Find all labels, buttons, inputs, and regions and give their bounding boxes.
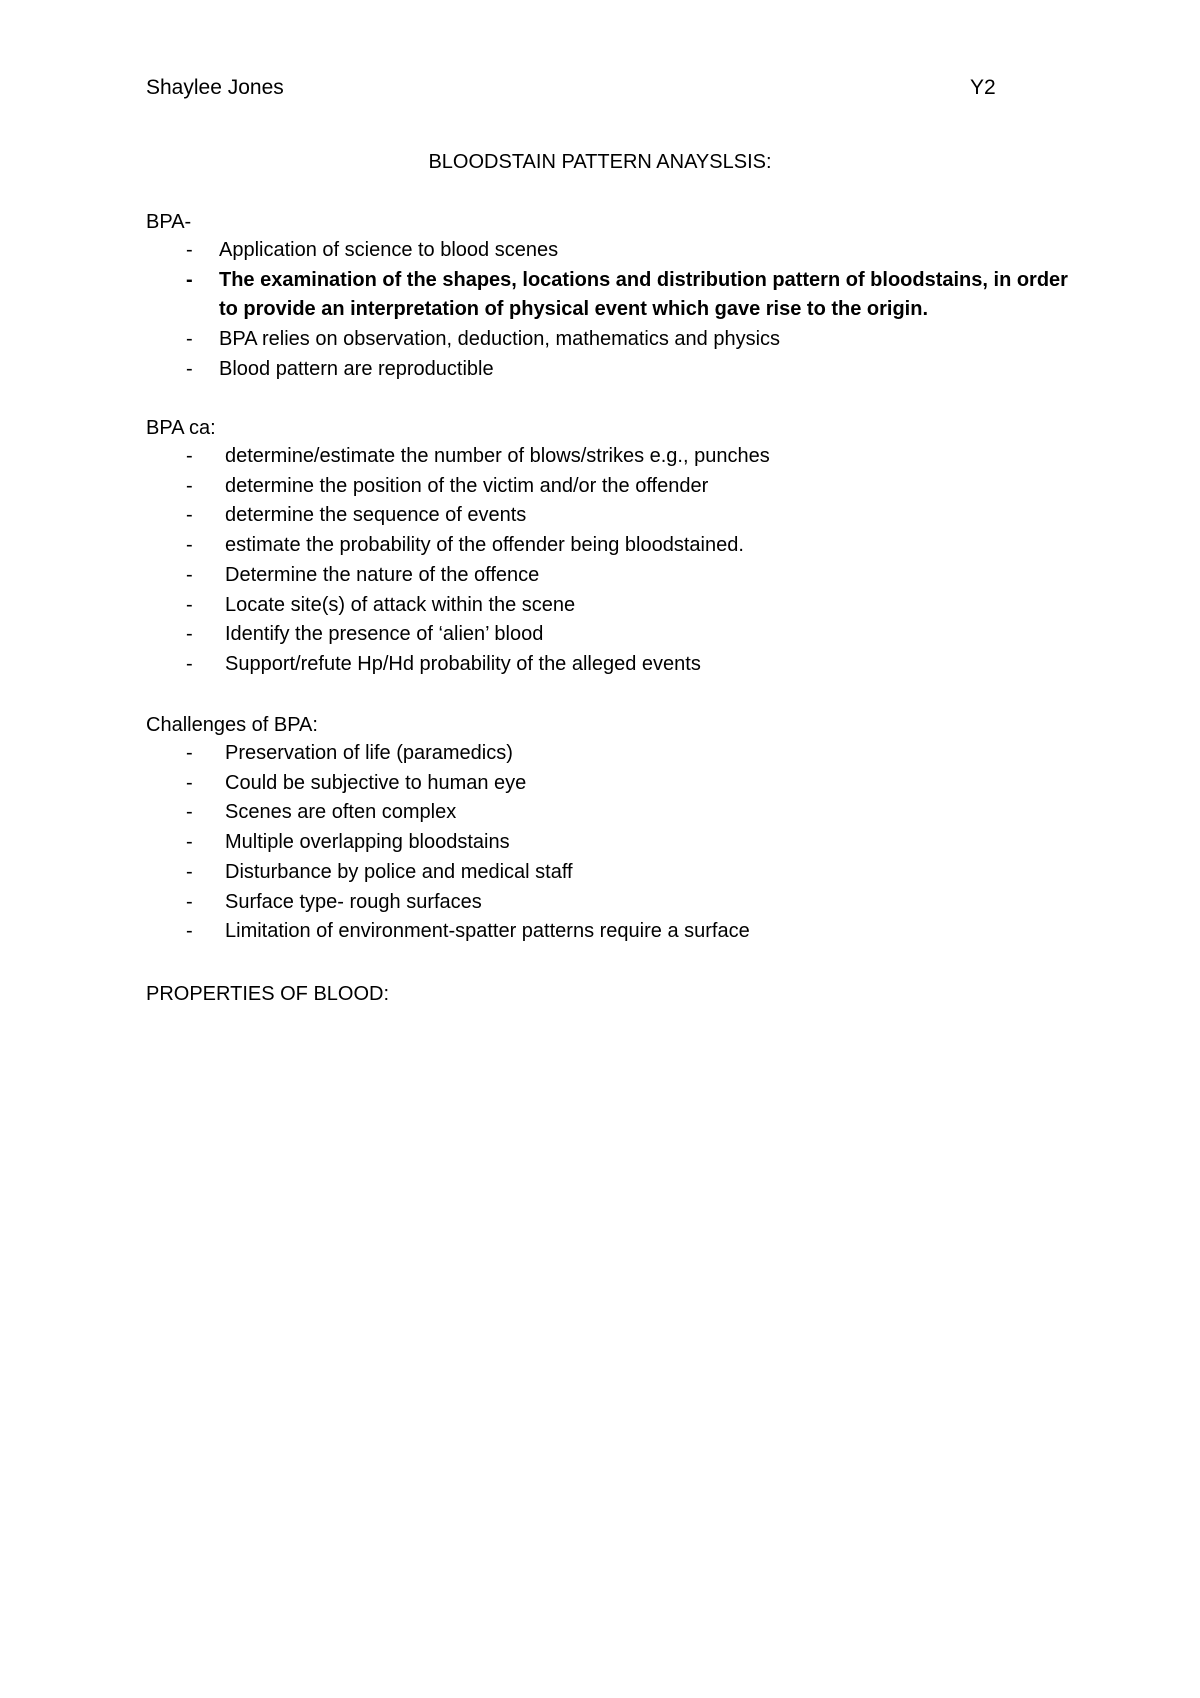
author-name: Shaylee Jones [146,76,284,99]
list-item-text: Limitation of environment-spatter patterns require a surface [225,920,750,943]
list-item-text: Preservation of life (paramedics) [225,742,513,764]
list-item [146,650,1076,680]
list-item [146,888,1076,918]
bullet-marker: - [186,534,193,557]
list-item [146,620,1076,650]
bullet-marker: - [186,357,193,380]
bullet-list [146,442,1076,680]
bullet-marker: - [186,563,193,586]
bullet-marker: - [186,593,193,616]
list-item-text: estimate the probability of the offender being bloodstained. [225,534,744,557]
section-challenges [146,711,1076,947]
list-item [146,501,1076,531]
bullet-marker: - [186,831,193,854]
section-heading: BPA ca: [146,417,216,439]
list-item-text: Support/refute Hp/Hd probability of the alleged events [225,652,701,675]
list-item-text: Blood pattern are reproductible [219,357,494,380]
bullet-marker: - [186,239,193,261]
list-item-text: BPA relies on observation, deduction, mathematics and physics [219,328,781,351]
bullet-marker: - [186,328,193,351]
section-bpa-definition [146,208,1076,385]
list-item-text: Could be subjective to human eye [225,771,527,794]
list-item-text: determine the position of the victim and/or the offender [225,474,709,497]
list-item-text: Disturbance by police and medical staff [225,860,573,883]
bullet-marker: - [186,920,193,943]
list-item [146,591,1076,621]
list-item [146,798,1076,828]
page-title: BLOODSTAIN PATTERN ANAYSLSIS: [428,151,772,173]
list-item [146,266,1076,325]
list-item [146,858,1076,888]
list-item-text: determine the sequence of events [225,504,527,527]
list-item-text: Scenes are often complex [225,801,457,824]
section-properties-of-blood [146,980,1076,1008]
bullet-list [146,739,1076,947]
list-item-text: determine/estimate the number of blows/strikes e.g., punches [225,445,770,467]
bullet-marker: - [186,445,193,467]
bullet-marker: - [186,742,193,764]
list-item [146,561,1076,591]
list-item-text: Determine the nature of the offence [225,563,540,586]
bullet-marker: - [186,268,193,291]
section-bpa-capabilities [146,414,1076,680]
bullet-marker: - [186,474,193,497]
list-item [146,325,1076,355]
list-item-text: Multiple overlapping bloodstains [225,831,510,854]
list-item-text: Application of science to blood scenes [219,239,559,261]
list-item [146,828,1076,858]
bullet-marker: - [186,890,193,913]
list-item [146,917,1076,947]
list-item [146,739,1076,769]
section-heading: BPA- [146,211,192,233]
bullet-list [146,236,1076,385]
list-item [146,355,1076,385]
bullet-marker: - [186,801,193,824]
bullet-marker: - [186,860,193,883]
section-heading: PROPERTIES OF BLOOD: [146,983,390,1005]
list-item-text: Surface type- rough surfaces [225,890,482,913]
list-item [146,769,1076,799]
list-item [146,236,1076,266]
list-item [146,442,1076,472]
year-label: Y2 [970,76,996,99]
list-item [146,472,1076,502]
section-heading: Challenges of BPA: [146,714,318,736]
list-item-text: Identify the presence of ‘alien’ blood [225,623,544,646]
list-item-text: Locate site(s) of attack within the scene [225,593,576,616]
bullet-marker: - [186,623,193,646]
bullet-marker: - [186,771,193,794]
list-item-text: The examination of the shapes, locations and distribution pattern of bloodstains, in order to provide an interpretation of physical event which gave rise to the origin. [219,268,1068,321]
bullet-marker: - [186,504,193,527]
list-item [146,531,1076,561]
bullet-marker: - [186,652,193,675]
